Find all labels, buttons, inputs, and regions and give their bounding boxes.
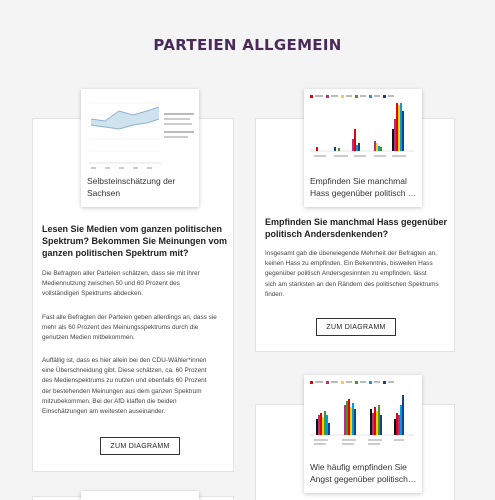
card-heading-line: Spektrum? Bekommen Sie Meinungen vom (42, 236, 228, 246)
paragraph-line: Insgesamt gab die überwiegende Mehrheit der Befragten an, (265, 250, 437, 257)
paragraph-line: des Medienspektrums zu nutzen und ebenfalls 60 Prozent (42, 377, 207, 385)
paragraph-line: Mediennutzung zwischen 50 und 60 Prozent des (42, 280, 180, 288)
thumbnail-caption-line: Selbsteinschätzung der (87, 176, 176, 186)
article-card-next (32, 496, 234, 500)
zum-diagramm-button[interactable]: ZUM DIAGRAMM (316, 318, 396, 336)
thumbnail-caption-line: Wie häufig empfinden Sie (310, 462, 407, 472)
card-paragraph (265, 249, 455, 300)
article-card-angst (255, 404, 455, 500)
chart-thumbnail-hass[interactable] (304, 89, 422, 207)
thumbnail-caption-line: Angst gegenüber politisch… (310, 474, 417, 484)
card-paragraph (42, 356, 232, 417)
chart-thumbnail-next[interactable] (81, 491, 199, 500)
card-paragraph (42, 313, 232, 344)
paragraph-line: gegenüber politisch Andersgesinnten zu empfinden, lässt (265, 270, 427, 278)
paragraph-line: mitzubekommen. Bei der AfD klaffen die beiden (42, 397, 177, 405)
card-heading (265, 216, 451, 240)
article-card-media-spectrum (32, 118, 234, 472)
paragraph-line: finden. (265, 290, 285, 298)
paragraph-line: genutzen Medien mitbekommen. (42, 334, 135, 342)
paragraph-line: sich am stärksten an den Rändern des politischen Spektrums (265, 280, 439, 288)
paragraph-line: Die Befragten aller Parteien schätzen, dass sie mit ihrer (42, 270, 200, 277)
card-heading-line: politisch Andersdenkenden? (265, 229, 389, 239)
thumbnail-caption-line: Hass gegenüber politisch … (310, 188, 417, 198)
paragraph-line: Auffällig ist, dass es hier allein bei den CDU-Wähler*innen (42, 357, 207, 364)
card-heading-line: Lesen Sie Medien vom ganzen politischen (42, 224, 223, 234)
card-heading (42, 223, 228, 259)
chart-thumbnail-angst[interactable] (304, 375, 422, 493)
paragraph-line: keinen Hass zu empfinden. Ein Bekenntnis, bisweilen Hass (265, 260, 433, 268)
card-heading-line: ganzen politischen Spektrum mit? (42, 248, 189, 258)
paragraph-line: Fast alle Befragten der Parteien geben allerdings an, dass sie (42, 314, 217, 321)
paragraph-line: eine Überschneidung gibt. Diese schätzen, ca. 60 Prozent (42, 367, 207, 375)
chart-thumbnail-selbsteinschaetzung[interactable] (81, 89, 199, 207)
thumbnail-caption-line: Sachsen (87, 188, 121, 198)
thumbnail-caption-line: Empfinden Sie manchmal (310, 176, 407, 186)
paragraph-line: Einschätzungen am weitesten auseinander. (42, 408, 166, 416)
article-card-hass (255, 118, 455, 352)
paragraph-line: mehr als 60 Prozent des Meinungsspektrums durch die (42, 324, 199, 332)
paragraph-line: der bestehenden Meinungen aus dem ganzen Spektrum (42, 387, 202, 395)
card-paragraph (42, 269, 232, 300)
paragraph-line: vollständigen Spektrums abdecken. (42, 290, 143, 298)
page-title: PARTEIEN ALLGEMEIN (153, 36, 342, 54)
zum-diagramm-button[interactable]: ZUM DIAGRAMM (100, 437, 180, 455)
card-heading-line: Empfinden Sie manchmal Hass gegenüber (265, 217, 448, 227)
